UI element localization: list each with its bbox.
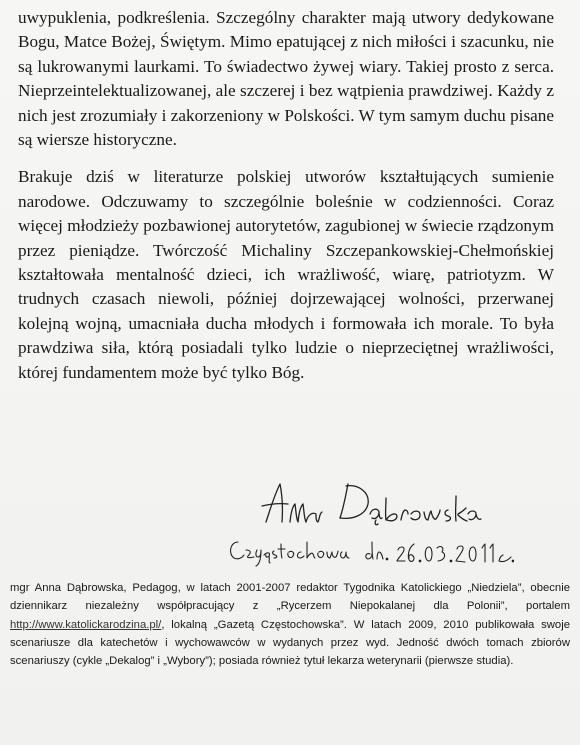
footnote-text-after-link: , lokalną „Gazetą Częstochowska”. W latach 2009, 2010 publikowała swoje scenariusze dla katechetów i wychowawców w wydanych przez wyd. Jedność dwóch tomach zbiorów scenariuszy (cykle „Dekalog” i „Wybory”); posiada również tytuł lekarza weterynarii (pierwsze studia).: [10, 618, 570, 668]
body-text: [18, 6, 554, 385]
paragraph-1: uwypuklenia, podkreślenia. Szczególny charakter mają utwory dedykowane Bogu, Matce Bożej, Świętym. Mimo epatującej z nich miłości i szacunku, nie są lukrowanymi laurkami. To świadectwo żywej wiary. Takiej prosto z serca. Nieprzeintelektualizowanej, ale szczerej i bez wątpienia prawdziwej. Każdy z nich jest zrozumiały i zakorzeniony w Polskości. W tym samym duchu pisane są wiersze historyczne.: [18, 8, 554, 150]
footnote-text: [10, 579, 570, 670]
author-footnote: [10, 579, 570, 670]
handwritten-place-date: [224, 530, 514, 570]
portal-link[interactable]: http://www.katolickarodzina.pl/: [10, 618, 162, 631]
handwritten-signature: [258, 478, 488, 528]
footnote-text-before-link: mgr Anna Dąbrowska, Pedagog, w latach 2001-2007 redaktor Tygodnika Katolickiego „Niedziela”, obecnie dziennikarz niezależny współpracujący z „Rycerzem Niepokalanej dla Polonii”, portalem: [10, 582, 570, 613]
paragraph-2: Brakuje dziś w literaturze polskiej utworów kształtujących sumienie narodowe. Odczuwamy to szczególnie boleśnie w codzienności. Coraz więcej młodzieży pozbawionej autorytetów, zagubionej w świecie rządzonym przez pieniądze. Twórczość Michaliny Szczepankowskiej-Chełmońskiej kształtowała mentalność dzieci, ich wrażliwość, wiarę, patriotyzm. W trudnych czasach niewoli, później dojrzewającej wolności, przerwanej kolejną wojną, umacniała ducha młodych i formowała ich morale. To była prawdziwa siła, którą posiadali tylko ludzie o nieprzeciętnej wrażliwości, której fundamentem może być tylko Bóg.: [18, 167, 554, 382]
